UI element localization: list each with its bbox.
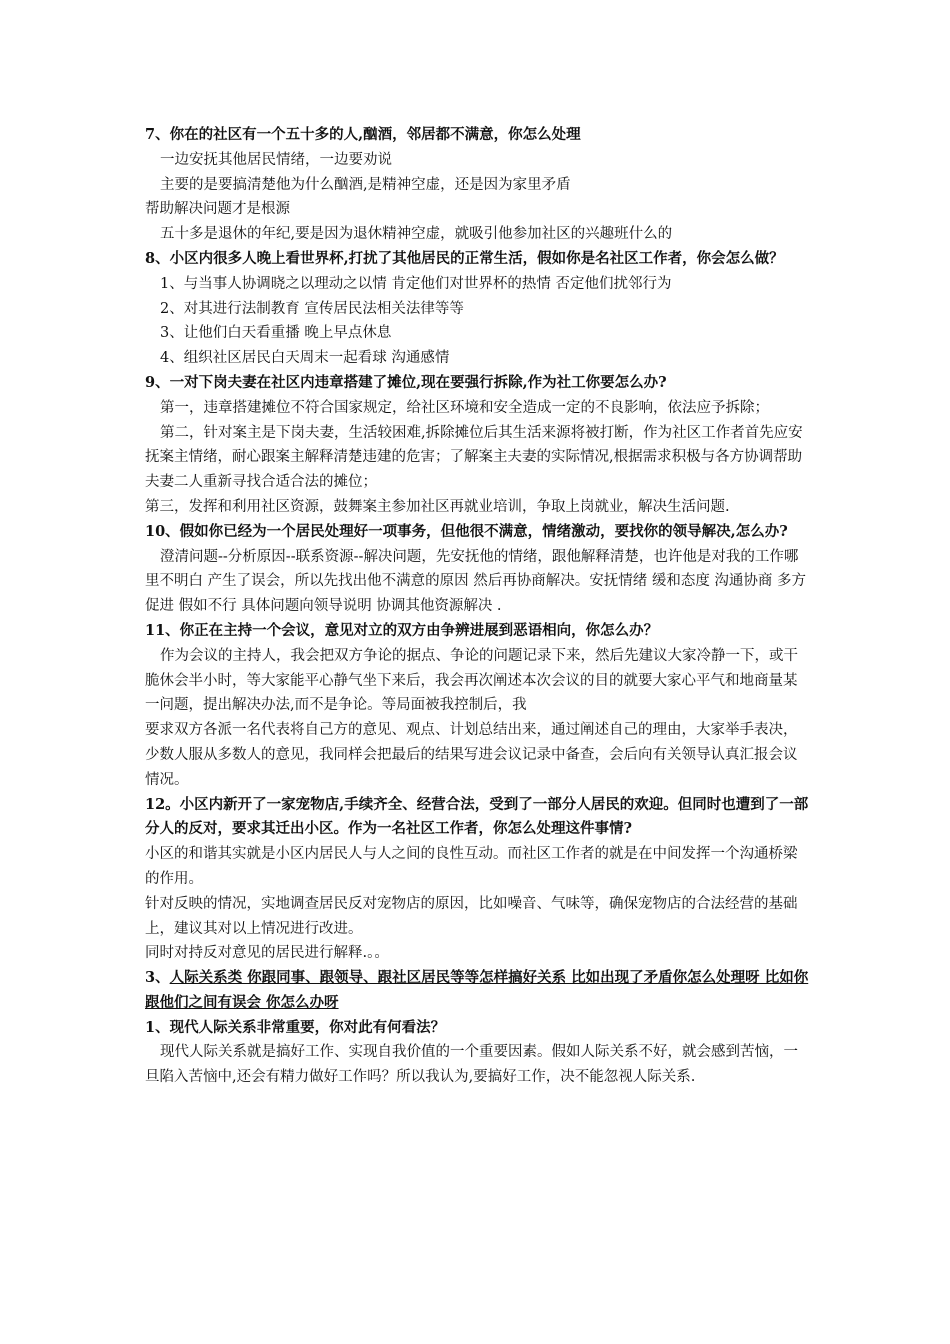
q7-paragraph-3: 帮助解决问题才是根源 [145, 201, 290, 218]
q7-paragraph-4: 五十多是退休的年纪,要是因为退休精神空虚，就吸引他参加社区的兴趣班什么的 [160, 226, 673, 243]
q7-paragraph-2: 主要的是要搞清楚他为什么酗酒,是精神空虚，还是因为家里矛盾 [160, 176, 571, 193]
s1-heading: 1、现代人际关系非常重要，你对此有何看法？ [145, 1018, 446, 1036]
q8-list-item-1: 1、与当事人协调晓之以理动之以情 肯定他们对世界杯的热情 否定他们扰邻行为 [160, 275, 672, 292]
q7-heading: 7、你在的社区有一个五十多的人,酗酒，邻居都不满意，你怎么处理 [145, 126, 581, 143]
q11-heading: 11、你正在主持一个会议，意见对立的双方由争辨进展到恶语相向，你怎么办？ [145, 621, 659, 639]
q8-list-item-3: 3、让他们白天看重播 晚上早点休息 [160, 325, 392, 342]
q11-paragraph-1: 作为会议的主持人，我会把双方争论的据点、争论的问题记录下来，然后先建议大家冷静一下，或干脆休会半小时，等大家能平心静气坐下来后，我会再次阐述本次会议的目的就要大家心平气和地商量某一问题，提出解决办法,而不是争论。等局面被我控制后，我 [145, 647, 798, 714]
q10-heading: 10、假如你已经为一个居民处理好一项事务，但他很不满意，情绪激动，要找你的领导解决,怎么办? [145, 522, 788, 540]
q9-paragraph-2: 第二，针对案主是下岗夫妻，生活较困难,拆除摊位后其生活来源将被打断，作为社区工作者首先应安抚案主情绪，耐心跟案主解释清楚违建的危害；了解案主夫妻的实际情况,根据需求积极与各方协调帮助夫妻二人重新寻找合适合法的摊位； [145, 424, 803, 491]
q12-paragraph-3: 同时对持反对意见的居民进行解释.。。 [145, 945, 389, 962]
q9-paragraph-1: 第一，违章搭建摊位不符合国家规定，给社区环境和安全造成一定的不良影响，依法应予拆除； [160, 399, 769, 416]
section-3-title: 人际关系类 你跟同事、跟领导、跟社区居民等等怎样搞好关系 比如出现了矛盾你怎么处理呀 比如你跟他们之间有误会 你怎么办呀 [145, 969, 809, 1011]
q8-list-item-2: 2、对其进行法制教育 宣传居民法相关法律等等 [160, 300, 464, 317]
q9-heading: 9、一对下岗夫妻在社区内违章搭建了摊位,现在要强行拆除,作为社工你要怎么办? [145, 373, 667, 391]
q8-heading: 8、小区内很多人晚上看世界杯,打扰了其他居民的正常生活，假如你是名社区工作者，你会怎么做？ [145, 249, 784, 267]
s1-paragraph-1: 现代人际关系就是搞好工作、实现自我价值的一个重要因素。假如人际关系不好，就会感到苦恼，一旦陷入苦恼中,还会有精力做好工作吗？所以我认为,要搞好工作，决不能忽视人际关系. [145, 1044, 798, 1086]
q8-list-item-4: 4、组织社区居民白天周末一起看球 沟通感情 [160, 350, 450, 367]
q12-paragraph-1: 小区的和谐其实就是小区内居民人与人之间的良性互动。而社区工作者的就是在中间发挥一个沟通桥梁的作用。 [145, 846, 798, 887]
section-3-number: 3、 [145, 969, 170, 987]
q10-paragraph-1: 澄清问题--分析原因--联系资源--解决问题，先安抚他的情绪，跟他解释清楚，也许他是对我的工作哪里不明白 产生了误会，所以先找出他不满意的原因 然后再协商解决。安抚情绪 缓和态度 沟通协商 多方促进 假如不行 具体问题向领导说明 协调其他资源解决 . [145, 548, 807, 615]
section-3-heading [145, 966, 810, 1016]
q12-heading: 12。小区内新开了一家宠物店,手续齐全、经营合法，受到了一部分人居民的欢迎。但同时也遭到了一部分人的反对，要求其迁出小区。作为一名社区工作者，你怎么处理这件事情? [145, 795, 809, 838]
document-body [145, 123, 810, 1090]
q11-paragraph-2: 要求双方各派一名代表将自己方的意见、观点、计划总结出来，通过阐述自己的理由，大家举手表决，少数人服从多数人的意见，我同样会把最后的结果写进会议记录中备查，会后向有关领导认真汇报会议情况。 [145, 722, 798, 788]
q7-paragraph-1: 一边安抚其他居民情绪，一边要劝说 [160, 151, 392, 168]
q9-paragraph-3: 第三，发挥和利用社区资源，鼓舞案主参加社区再就业培训，争取上岗就业，解决生活问题. [145, 498, 730, 515]
q12-paragraph-2: 针对反映的情况，实地调查居民反对宠物店的原因，比如噪音、气味等，确保宠物店的合法经营的基础上，建议其对以上情况进行改进。 [145, 895, 798, 937]
